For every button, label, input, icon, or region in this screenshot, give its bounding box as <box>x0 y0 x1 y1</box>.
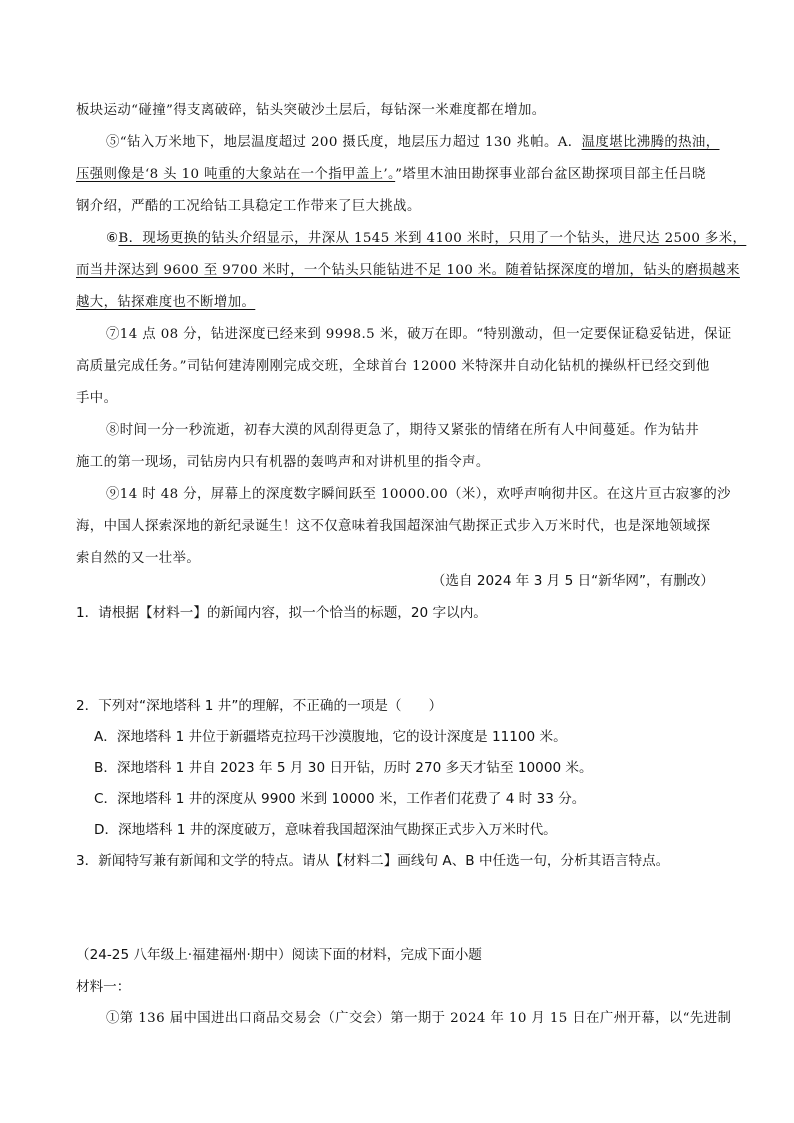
text-segment: ”塔里木油田勘探事业部台盆区勘探项目部主任吕晓 <box>395 167 706 182</box>
question-text: 3．新闻特写兼有新闻和文学的特点。请从【材料二】画线句 A、B 中任选一句，分析其语言特点。 <box>76 853 670 869</box>
underlined-sentence-b: 越大，钻探难度也不断增加。 <box>76 295 256 310</box>
question-text: 2．下列对“深地塔科 1 井”的理解，不正确的一项是（ ） <box>76 698 443 714</box>
text-line: 施工的第一现场，司钻房内只有机器的轰鸣声和对讲机里的指令声。 <box>76 455 490 470</box>
text-line: ⑨14 时 48 分，屏幕上的深度数字瞬间跃至 10000.00（米），欢呼声响彻井区。在这片亘古寂寥的沙 <box>106 487 731 502</box>
option-text: B．深地塔科 1 井自 2023 年 5 月 30 日开钻，历时 270 多天才钻至 10000 米。 <box>94 760 593 776</box>
text-line: ⑧时间一分一秒流逝，初春大漠的风刮得更急了，期待又紧张的情绪在所有人中间蔓延。作为钻井 <box>106 423 699 438</box>
text-segment: “钻入万米地下，地层温度超过 200 摄氏度，地层压力超过 130 兆帕。A． <box>119 135 582 150</box>
underlined-sentence-a: 压强则像是‘8 头 10 吨重的大象站在一个指甲盖上’。 <box>76 167 396 182</box>
paragraph-5-line-1 <box>106 134 720 152</box>
text-line: ⑦14 点 08 分，钻进深度已经来到 9998.5 米，破万在即。“特别激动，但一定要保证稳妥钻进，保证 <box>106 327 732 342</box>
text-line: 手中。 <box>76 391 118 406</box>
paragraph-number: ⑤ <box>106 135 120 150</box>
text-line: 海，中国人探索深地的新纪录诞生！这不仅意味着我国超深油气勘探正式步入万米时代，也是深地领域探 <box>76 519 711 534</box>
text-line: 钢介绍，严酷的工况给钻工具稳定工作带来了巨大挑战。 <box>76 199 421 214</box>
underlined-sentence-a: 温度堪比沸腾的热油， <box>581 135 720 150</box>
paragraph-6-line-1 <box>106 230 746 248</box>
text-line: 高质量完成任务。”司钻何建涛刚刚完成交班，全球首台 12000 米特深井自动化钻机的操纵杆已经交到他 <box>76 359 710 374</box>
text-line: 索自然的又一壮举。 <box>76 551 201 566</box>
question-text: 1．请根据【材料一】的新闻内容，拟一个恰当的标题，20 字以内。 <box>76 605 487 621</box>
section-header-text: （24-25 八年级上·福建福州·期中）阅读下面的材料，完成下面小题 <box>76 947 482 963</box>
underlined-sentence-b: B．现场更换的钻头介绍显示，井深从 1545 米到 4100 米时，只用了一个钻头，进尺达 2500 多米， <box>118 231 747 246</box>
underlined-sentence-b: 而当井深达到 9600 至 9700 米时，一个钻头只能钻进不足 100 米。随着钻探深度的增加，钻头的磨损越来 <box>76 263 740 278</box>
text-line: ①第 136 届中国进出口商品交易会（广交会）第一期于 2024 年 10 月 15 日在广州开幕，以“先进制 <box>106 1011 732 1026</box>
source-text: （选自 2024 年 3 月 5 日“新华网”，有删改） <box>431 573 714 589</box>
option-text: A．深地塔科 1 井位于新疆塔克拉玛干沙漠腹地，它的设计深度是 11100 米。 <box>94 729 567 745</box>
option-text: D．深地塔科 1 井的深度破万，意味着我国超深油气勘探正式步入万米时代。 <box>94 822 557 838</box>
paragraph-5-line-2-text <box>76 166 706 184</box>
paragraph-number: ⑥ <box>106 231 119 246</box>
label-text: 材料一： <box>76 979 131 995</box>
text-line: 板块运动“碰撞”得支离破碎，钻头突破沙土层后，每钻深一米难度都在增加。 <box>76 103 546 118</box>
option-text: C．深地塔科 1 井的深度从 9900 米到 10000 米，工作者们花费了 4 时 33 分。 <box>94 791 586 807</box>
